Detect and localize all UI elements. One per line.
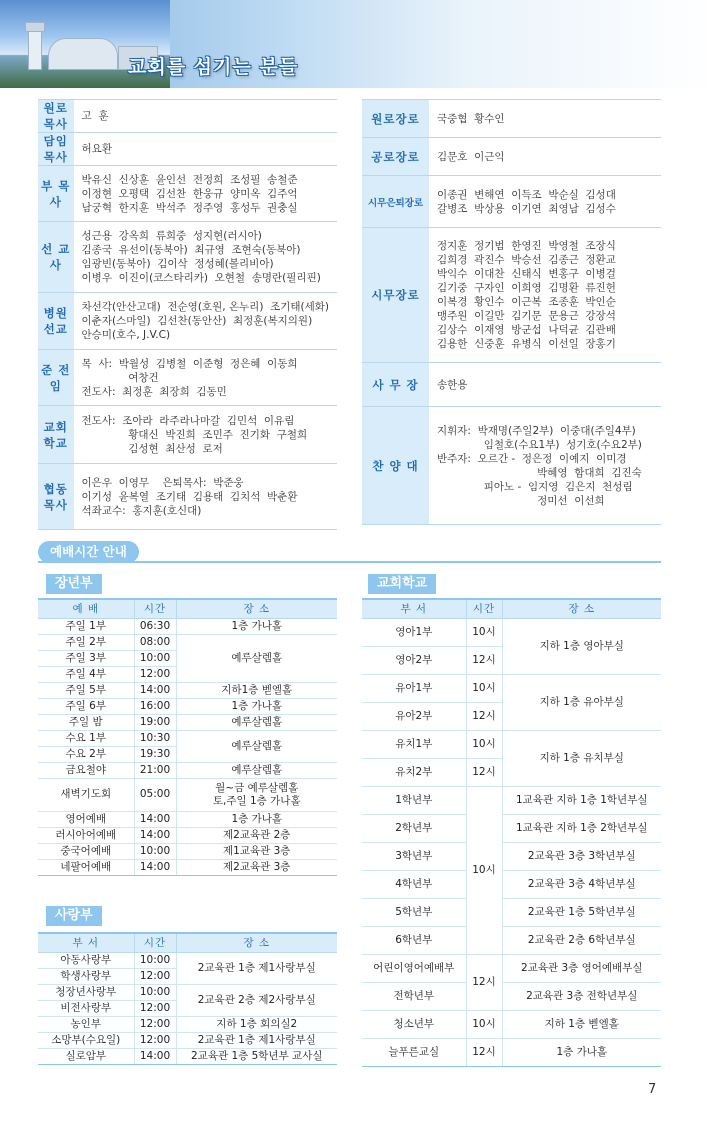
table-row	[362, 814, 661, 842]
table-header-row	[362, 599, 661, 618]
service-place: 1층 가나홀	[176, 698, 337, 714]
service-name: 러시아어예배	[38, 827, 134, 843]
table-row	[38, 730, 337, 746]
staff-role: 사 무 장	[362, 363, 429, 407]
staff-names: 차선각(안산고대) 전순영(호원, 온누리) 조기태(세화) 이춘자(스마일) 김선찬(동안산) 최정훈(복지의원) 안승미(호수, J.V.C)	[74, 293, 337, 350]
staff-row	[362, 100, 661, 138]
staff-row	[38, 293, 337, 350]
staff-names: 정지훈 정기범 한영진 박영철 조장식 김희경 곽진수 박승선 김종근 정환교 박익수 이대찬 신태식 변홍구 이병걸 김기중 구자인 이희영 김명환 류진헌 이복경 황인수 이근복 조종훈 박인순 맹주원 이길만 김기문 문용근 강장석 김상수 이재영 방군섭 나덕균 김관배 김용한 신중훈 유병식 이선일 장홍기	[429, 228, 661, 363]
service-name: 주일 3부	[38, 650, 134, 666]
staff-names: 지휘자: 박재명(주일2부) 이중대(주일4부) 임철호(수요1부) 성기호(수요2부) 반주자: 오르간 - 정은정 이예지 이미경 박혜영 함대희 김진숙 피아노 - 임지영 김은지 천성림 정미선 이선희	[429, 407, 661, 525]
service-place: 예루살렘홀	[176, 762, 337, 778]
staff-row	[38, 222, 337, 293]
staff-row	[38, 166, 337, 222]
table-row	[362, 954, 661, 982]
adult-section-tag: 장년부	[46, 574, 102, 594]
department-time: 12시	[466, 758, 502, 786]
department-name: 실로암부	[38, 1048, 134, 1064]
staff-names: 전도사: 조아라 라주라나마갈 김민석 이유림 황대신 박진희 조민주 진기화 구철희 김성현 최산성 로저	[74, 406, 337, 464]
department-name: 3학년부	[362, 842, 466, 870]
staff-names: 국중협 황수인	[429, 100, 661, 138]
department-name: 청소년부	[362, 1010, 466, 1038]
service-name: 수요 2부	[38, 746, 134, 762]
school-section-tag: 교회학교	[368, 574, 436, 594]
department-time: 12:00	[134, 1032, 176, 1048]
header-banner	[0, 0, 715, 88]
service-name: 금요철야	[38, 762, 134, 778]
staff-row	[38, 350, 337, 406]
table-row	[362, 982, 661, 1010]
column-header: 시간	[134, 933, 176, 952]
table-row	[38, 984, 337, 1000]
staff-table-left	[38, 99, 337, 530]
staff-names: 이은우 이영무 은퇴목사: 박준웅 이기성 윤복열 조기태 김용태 김치석 박춘환 석좌교수: 홍지훈(호신대)	[74, 464, 337, 530]
department-name: 아동사랑부	[38, 952, 134, 968]
staff-role: 교회학교	[38, 406, 74, 464]
department-place: 2교육관 2층 제2사랑부실	[176, 984, 337, 1016]
adult-schedule-table	[38, 598, 337, 876]
department-place: 2교육관 3층 4학년부실	[502, 870, 661, 898]
department-time: 12:00	[134, 1016, 176, 1032]
staff-row	[362, 228, 661, 363]
department-name: 청장년사랑부	[38, 984, 134, 1000]
department-time: 12시	[466, 1038, 502, 1066]
department-place: 1교육관 지하 1층 1학년부실	[502, 786, 661, 814]
department-time: 10시	[466, 786, 502, 954]
service-time: 10:00	[134, 650, 176, 666]
table-row	[362, 926, 661, 954]
staff-row	[362, 176, 661, 228]
worship-section-title: 예배시간 안내	[38, 541, 139, 563]
service-name: 주일 4부	[38, 666, 134, 682]
page-title: 교회를 섬기는 분들	[128, 56, 299, 78]
service-name: 주일 1부	[38, 618, 134, 634]
department-place: 2교육관 2층 6학년부실	[502, 926, 661, 954]
service-name: 새벽기도회	[38, 778, 134, 811]
staff-role: 준 전 임	[38, 350, 74, 406]
department-place: 지하 1층 회의실2	[176, 1016, 337, 1032]
column-header: 부 서	[38, 933, 134, 952]
service-time: 08:00	[134, 634, 176, 650]
service-time: 19:30	[134, 746, 176, 762]
service-name: 주일 2부	[38, 634, 134, 650]
table-row	[38, 859, 337, 875]
staff-role: 협동목사	[38, 464, 74, 530]
service-time: 19:00	[134, 714, 176, 730]
department-name: 2학년부	[362, 814, 466, 842]
table-row	[38, 634, 337, 650]
table-row	[362, 730, 661, 758]
staff-names: 목 사: 박월성 김병철 이준형 정은혜 이동희 여창건 전도사: 최정훈 최장희 김동민	[74, 350, 337, 406]
column-header: 시간	[466, 599, 502, 618]
staff-names: 성근용 강옥희 류희중 성지현(러시아) 김종국 유선이(동북아) 최규영 조현숙(동북아) 임광빈(동북아) 김이삭 정성혜(볼리비아) 이병우 이진이(코스타리카) 오현철 송명란(필리핀)	[74, 222, 337, 293]
service-time: 14:00	[134, 827, 176, 843]
department-name: 비전사랑부	[38, 1000, 134, 1016]
service-time: 06:30	[134, 618, 176, 634]
column-header: 예 배	[38, 599, 134, 618]
department-name: 전학년부	[362, 982, 466, 1010]
service-time: 05:00	[134, 778, 176, 811]
column-header: 장 소	[176, 933, 337, 952]
department-place: 2교육관 1층 제1사랑부실	[176, 1032, 337, 1048]
department-name: 4학년부	[362, 870, 466, 898]
department-place: 2교육관 3층 영어예배부실	[502, 954, 661, 982]
service-time: 14:00	[134, 811, 176, 827]
department-time: 14:00	[134, 1048, 176, 1064]
department-name: 늘푸른교실	[362, 1038, 466, 1066]
service-place: 예루살렘홀	[176, 730, 337, 762]
table-row	[38, 762, 337, 778]
table-row	[362, 870, 661, 898]
department-name: 5학년부	[362, 898, 466, 926]
table-row	[38, 843, 337, 859]
staff-names: 송한용	[429, 363, 661, 407]
department-name: 유치1부	[362, 730, 466, 758]
department-place: 2교육관 1층 제1사랑부실	[176, 952, 337, 984]
department-name: 농인부	[38, 1016, 134, 1032]
staff-table-right	[362, 99, 661, 525]
department-time: 12시	[466, 954, 502, 1010]
service-time: 14:00	[134, 859, 176, 875]
worship-section-header	[38, 541, 661, 563]
service-time: 16:00	[134, 698, 176, 714]
staff-role: 공로장로	[362, 138, 429, 176]
staff-names: 고 훈	[74, 100, 337, 133]
staff-role: 원로목사	[38, 100, 74, 133]
department-time: 10:00	[134, 952, 176, 968]
department-time: 10시	[466, 618, 502, 646]
department-name: 소망부(수요일)	[38, 1032, 134, 1048]
table-row	[38, 778, 337, 811]
school-schedule-table	[362, 598, 661, 1067]
staff-names: 김문호 이근익	[429, 138, 661, 176]
column-header: 부 서	[362, 599, 466, 618]
service-place: 제1교육관 3층	[176, 843, 337, 859]
table-header-row	[38, 933, 337, 952]
department-name: 영아2부	[362, 646, 466, 674]
department-time: 12:00	[134, 968, 176, 984]
service-name: 주일 5부	[38, 682, 134, 698]
staff-names: 박유신 신상훈 윤인선 전정희 조성필 송철준 이정현 오평택 김선찬 한웅규 양미옥 김주억 남궁혁 한지훈 박석주 정주영 홍성두 권충실	[74, 166, 337, 222]
column-header: 장 소	[502, 599, 661, 618]
column-header: 시간	[134, 599, 176, 618]
department-place: 2교육관 3층 3학년부실	[502, 842, 661, 870]
table-row	[38, 1016, 337, 1032]
page-number: 7	[648, 1082, 657, 1097]
department-name: 유치2부	[362, 758, 466, 786]
love-schedule-table	[38, 932, 337, 1065]
service-name: 주일 밤	[38, 714, 134, 730]
department-time: 12시	[466, 702, 502, 730]
staff-role: 병원선교	[38, 293, 74, 350]
table-row	[38, 618, 337, 634]
column-header: 장 소	[176, 599, 337, 618]
table-row	[362, 674, 661, 702]
service-place: 1층 가나홀	[176, 811, 337, 827]
service-name: 수요 1부	[38, 730, 134, 746]
service-name: 영어예배	[38, 811, 134, 827]
table-row	[38, 682, 337, 698]
staff-role: 부 목 사	[38, 166, 74, 222]
department-place: 지하 1층 유치부실	[502, 730, 661, 786]
department-place: 1층 가나홀	[502, 1038, 661, 1066]
table-row	[362, 1010, 661, 1038]
service-name: 주일 6부	[38, 698, 134, 714]
department-place: 2교육관 1층 5학년부 교사실	[176, 1048, 337, 1064]
service-time: 12:00	[134, 666, 176, 682]
department-name: 유아2부	[362, 702, 466, 730]
department-name: 학생사랑부	[38, 968, 134, 984]
service-place: 예루살렘홀	[176, 714, 337, 730]
service-place: 제2교육관 3층	[176, 859, 337, 875]
service-time: 10:00	[134, 843, 176, 859]
table-row	[38, 1032, 337, 1048]
service-place: 지하1층 벧엘홀	[176, 682, 337, 698]
table-row	[362, 786, 661, 814]
department-time: 10시	[466, 674, 502, 702]
table-row	[362, 1038, 661, 1066]
table-row	[38, 952, 337, 968]
service-time: 10:30	[134, 730, 176, 746]
staff-row	[38, 406, 337, 464]
department-time: 12시	[466, 646, 502, 674]
table-header-row	[38, 599, 337, 618]
staff-names: 이종권 변해연 이득조 박순실 김성대 갈병조 박상용 이기연 최영남 김성수	[429, 176, 661, 228]
staff-role: 담임목사	[38, 133, 74, 166]
department-place: 지하 1층 영아부실	[502, 618, 661, 674]
staff-role: 선 교 사	[38, 222, 74, 293]
table-row	[38, 811, 337, 827]
service-time: 21:00	[134, 762, 176, 778]
staff-role: 시무은퇴장로	[362, 176, 429, 228]
staff-role: 찬 양 대	[362, 407, 429, 525]
table-row	[38, 827, 337, 843]
staff-role: 시무장로	[362, 228, 429, 363]
service-time: 14:00	[134, 682, 176, 698]
staff-row	[38, 100, 337, 133]
table-row	[38, 1048, 337, 1064]
department-name: 1학년부	[362, 786, 466, 814]
table-row	[38, 698, 337, 714]
department-place: 지하 1층 벧엘홀	[502, 1010, 661, 1038]
staff-row	[38, 133, 337, 166]
staff-row	[38, 464, 337, 530]
table-row	[38, 714, 337, 730]
service-name: 중국어예배	[38, 843, 134, 859]
department-place: 2교육관 3층 전학년부실	[502, 982, 661, 1010]
service-place: 월~금 예루살렘홀 토,주일 1층 가나홀	[176, 778, 337, 811]
department-place: 2교육관 1층 5학년부실	[502, 898, 661, 926]
department-time: 10시	[466, 730, 502, 758]
department-place: 지하 1층 유아부실	[502, 674, 661, 730]
service-place: 제2교육관 2층	[176, 827, 337, 843]
department-name: 영아1부	[362, 618, 466, 646]
department-name: 6학년부	[362, 926, 466, 954]
service-place: 예루살렘홀	[176, 634, 337, 682]
love-section-tag: 사랑부	[46, 906, 102, 926]
department-time: 12:00	[134, 1000, 176, 1016]
table-row	[362, 618, 661, 646]
staff-names: 허요환	[74, 133, 337, 166]
staff-row	[362, 407, 661, 525]
department-name: 유아1부	[362, 674, 466, 702]
department-place: 1교육관 지하 1층 2학년부실	[502, 814, 661, 842]
table-row	[362, 842, 661, 870]
department-name: 어린이영어예배부	[362, 954, 466, 982]
department-time: 10시	[466, 1010, 502, 1038]
staff-role: 원로장로	[362, 100, 429, 138]
service-name: 네팔어예배	[38, 859, 134, 875]
service-place: 1층 가나홀	[176, 618, 337, 634]
staff-row	[362, 138, 661, 176]
staff-row	[362, 363, 661, 407]
department-time: 10:00	[134, 984, 176, 1000]
table-row	[362, 898, 661, 926]
